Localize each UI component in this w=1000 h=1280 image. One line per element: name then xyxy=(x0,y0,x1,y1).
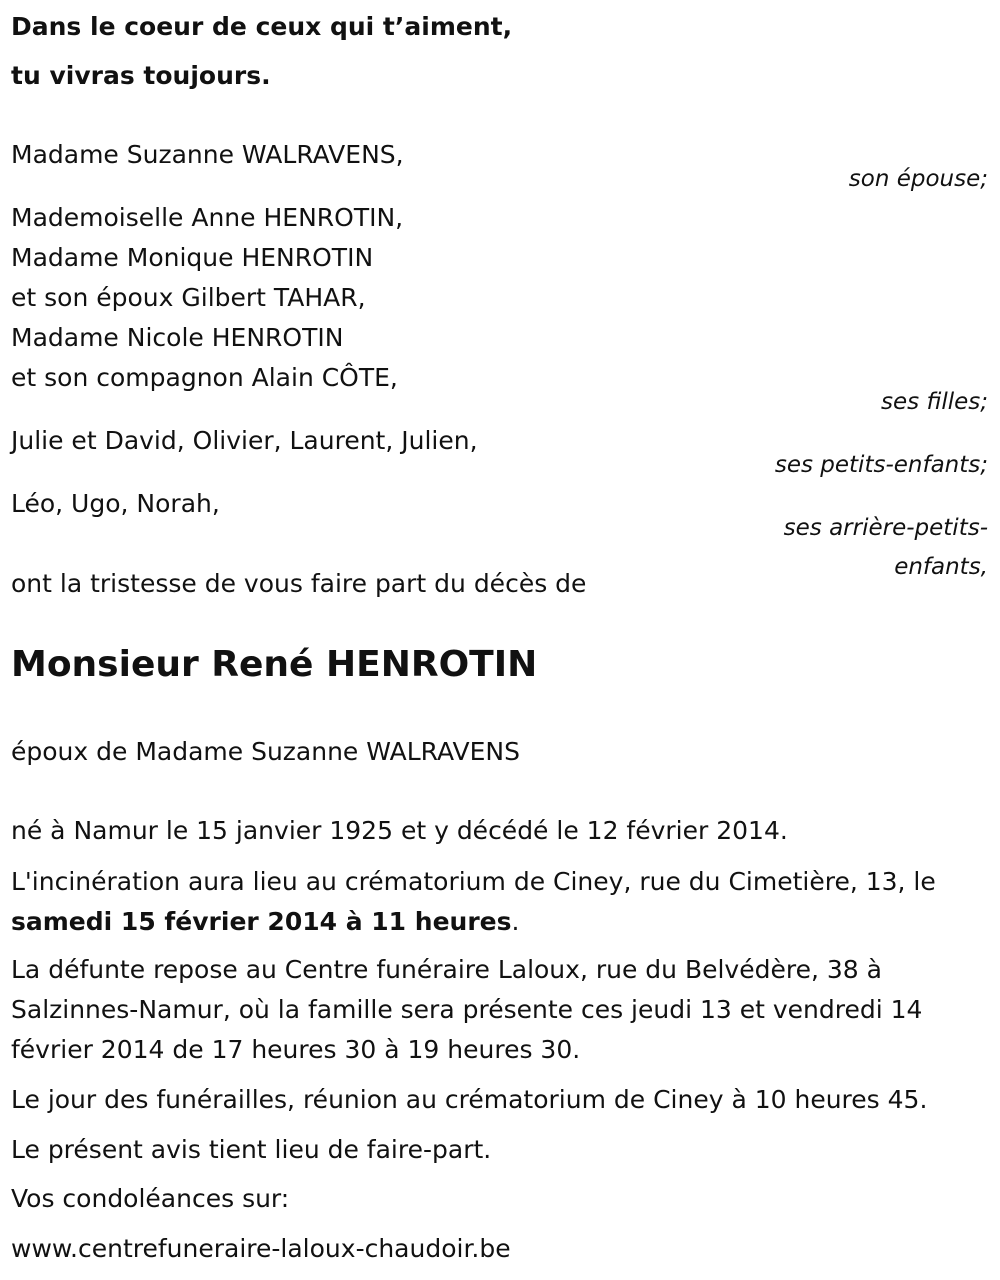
funeral-day: Le jour des funérailles, réunion au crématorium de Ciney à 10 heures 45. xyxy=(11,1085,928,1114)
spouse-name: Madame Suzanne WALRAVENS, xyxy=(11,140,404,169)
spouse-of: époux de Madame Suzanne WALRAVENS xyxy=(11,737,520,766)
quote-line-2: tu vivras toujours. xyxy=(11,61,271,90)
deceased-name: Monsieur René HENROTIN xyxy=(11,644,538,685)
great-grandchildren-role-cont: enfants, xyxy=(894,554,988,580)
grandchildren-names: Julie et David, Olivier, Laurent, Julien, xyxy=(11,426,478,455)
daughter-line: Mademoiselle Anne HENROTIN, xyxy=(11,203,404,232)
website-link[interactable]: www.centrefuneraire-laloux-chaudoir.be xyxy=(11,1234,511,1263)
ceremony-info xyxy=(11,862,993,942)
grandchildren-role: ses petits-enfants; xyxy=(774,452,988,478)
daughter-line: et son compagnon Alain CÔTE, xyxy=(11,363,398,392)
daughters-role: ses filles; xyxy=(881,389,988,415)
ceremony-end: . xyxy=(511,907,520,936)
daughter-line: et son époux Gilbert TAHAR, xyxy=(11,283,366,312)
great-grandchildren-names: Léo, Ugo, Norah, xyxy=(11,489,220,518)
daughter-line: Madame Monique HENROTIN xyxy=(11,243,374,272)
ceremony-intro: L'incinération aura lieu au crématorium de Ciney, rue du Cimetière, 13, le xyxy=(11,867,936,896)
announcement: ont la tristesse de vous faire part du décès de xyxy=(11,569,587,598)
birth-death: né à Namur le 15 janvier 1925 et y décédé le 12 février 2014. xyxy=(11,816,788,845)
condolences-label: Vos condoléances sur: xyxy=(11,1184,290,1213)
repose-info: La défunte repose au Centre funéraire Laloux, rue du Belvédère, 38 à Salzinnes-Namur, où la famille sera présente ces jeudi 13 et vendredi 14 février 2014 de 17 heures 30 à 19 heures 30. xyxy=(11,955,923,1064)
spouse-role: son épouse; xyxy=(848,166,988,192)
notice: Le présent avis tient lieu de faire-part. xyxy=(11,1135,492,1164)
ceremony-datetime: samedi 15 février 2014 à 11 heures xyxy=(11,907,512,936)
great-grandchildren-role: ses arrière-petits- xyxy=(783,515,988,541)
quote-line-1: Dans le coeur de ceux qui t’aiment, xyxy=(11,12,513,41)
daughter-line: Madame Nicole HENROTIN xyxy=(11,323,344,352)
